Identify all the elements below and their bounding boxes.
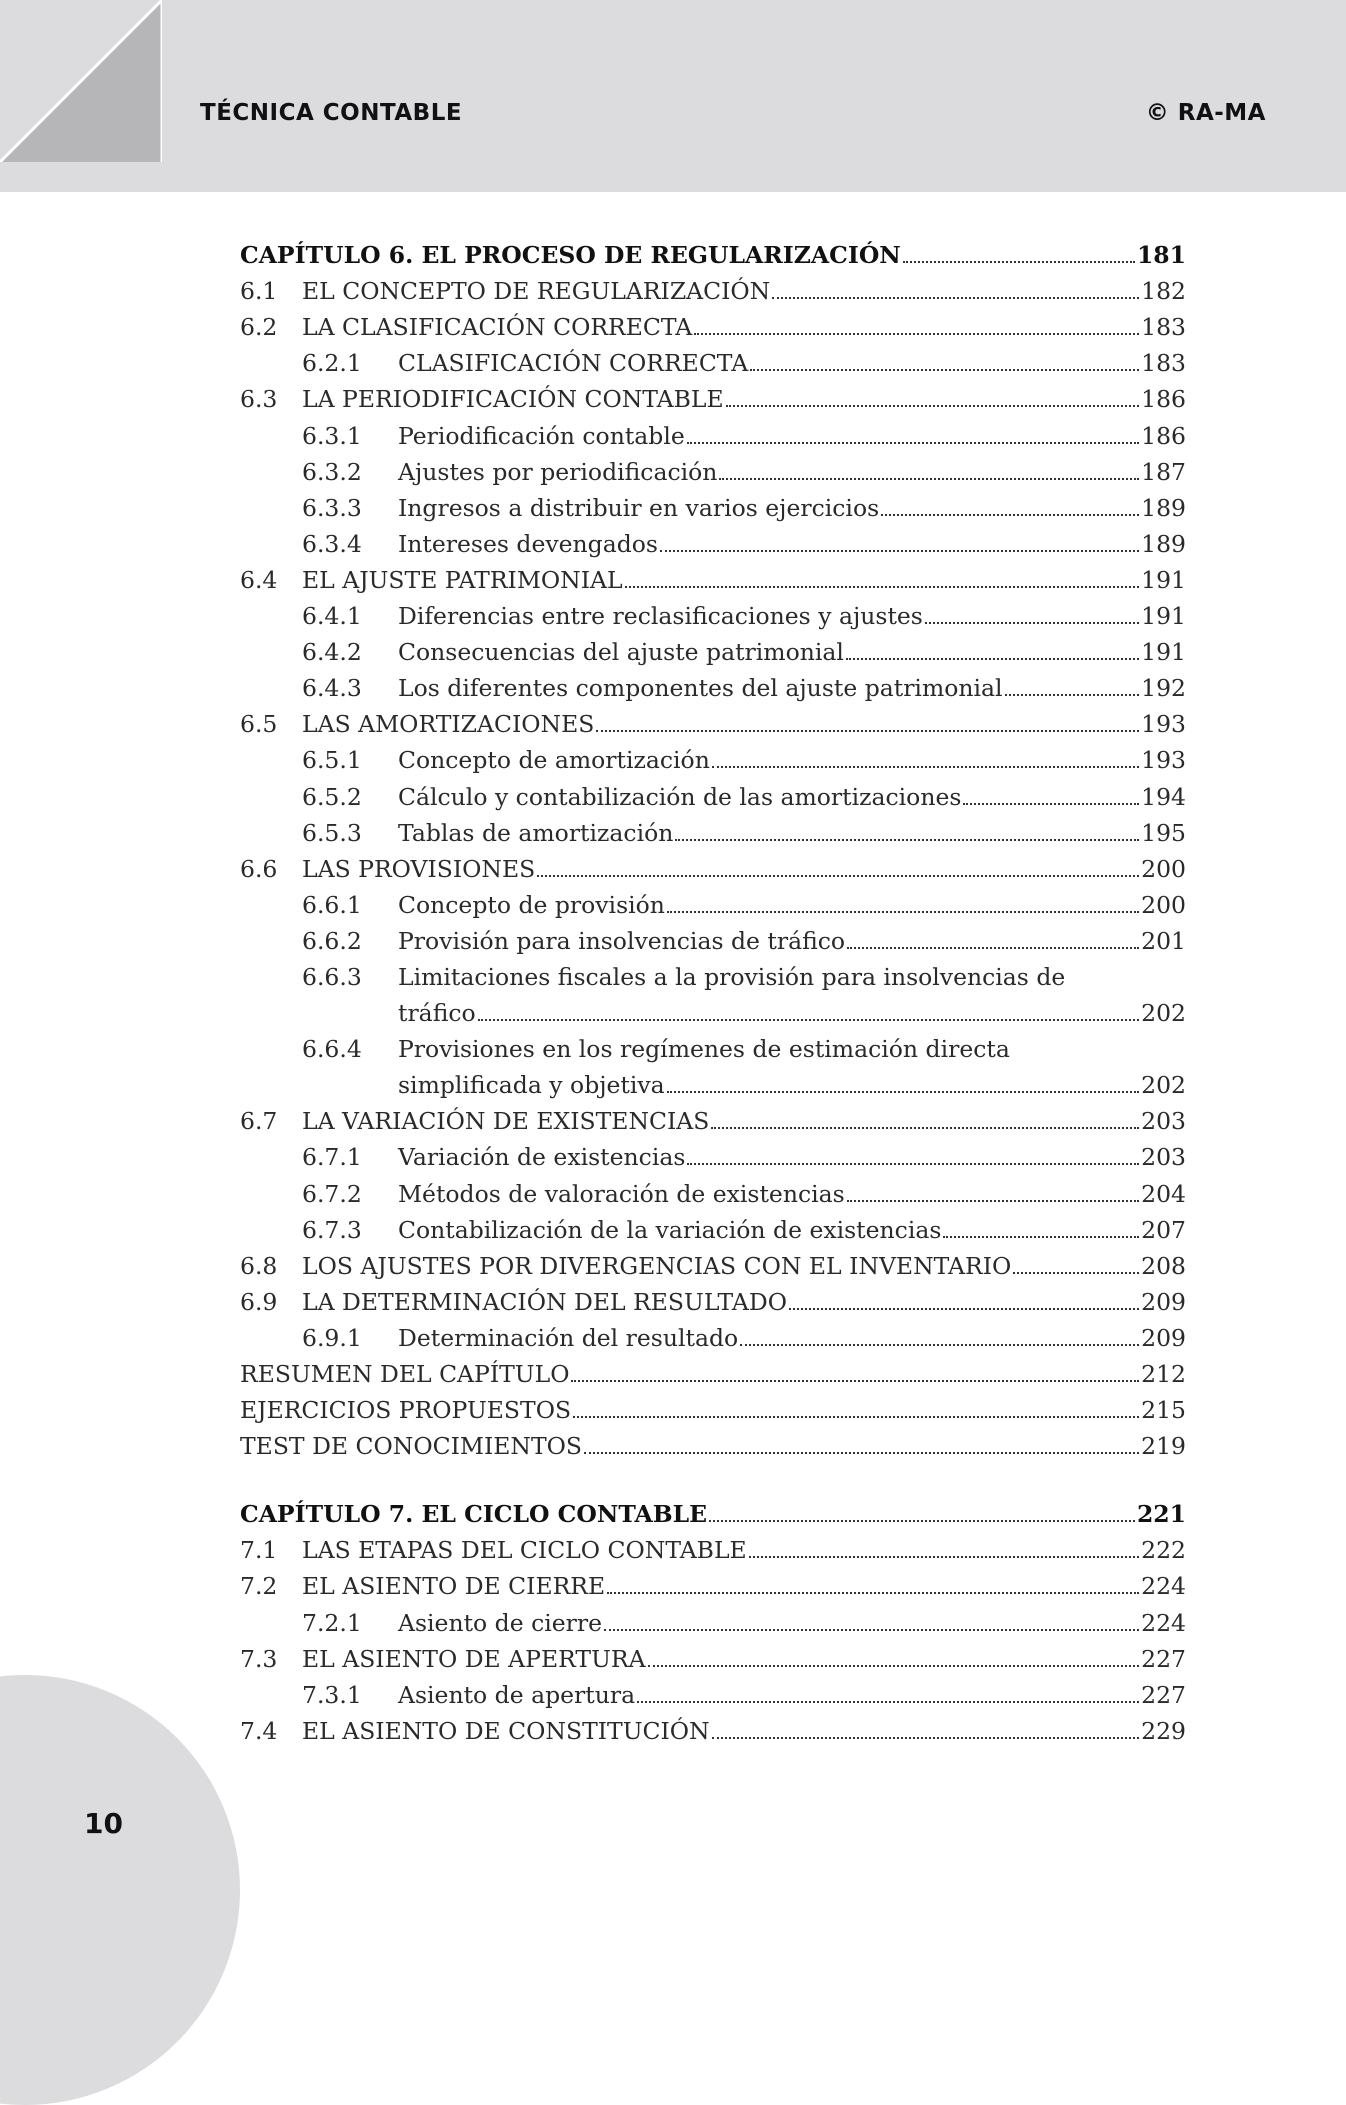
toc-entry-page: 221 [1136, 1500, 1186, 1529]
toc-entry-continuation[interactable] [240, 1063, 1186, 1099]
dot-leader [687, 1162, 1139, 1165]
chapter-title: CAPÍTULO 6. EL PROCESO DE REGULARIZACIÓN [240, 241, 901, 270]
page-number: 10 [84, 1807, 123, 1840]
toc-entry[interactable] [240, 1528, 1186, 1564]
dot-leader [740, 1343, 1139, 1346]
toc-entry-page: 209 [1141, 1323, 1186, 1352]
toc-entry-title: Limitaciones fiscales a la provisión para insolvencias de [398, 962, 1066, 991]
toc-entry-title: Determinación del resultado [398, 1323, 739, 1352]
chapter-title: CAPÍTULO 7. EL CICLO CONTABLE [240, 1500, 708, 1529]
toc-entry[interactable] [240, 1424, 1186, 1460]
dot-leader [660, 549, 1139, 552]
toc-entry-page: 224 [1141, 1572, 1186, 1601]
toc-entry[interactable] [240, 919, 1186, 955]
dot-leader [903, 260, 1135, 263]
toc-entry-number: 6.2 [240, 313, 278, 342]
toc-entry[interactable] [240, 341, 1186, 377]
toc-chapter-heading[interactable] [240, 233, 1186, 269]
corner-triangle-decoration [0, 0, 162, 162]
toc-entry-title: Ingresos a distribuir en varios ejercicios [398, 493, 880, 522]
toc-entry-number: 6.9.1 [302, 1323, 362, 1352]
dot-leader [749, 1555, 1139, 1558]
toc-entry[interactable] [240, 847, 1186, 883]
toc-entry-page: 193 [1141, 746, 1186, 775]
toc-entry[interactable] [240, 811, 1186, 847]
toc-entry-page: 219 [1141, 1432, 1186, 1461]
toc-entry-title-continuation: tráfico [398, 999, 476, 1028]
dot-leader [478, 1018, 1139, 1021]
toc-entry-number: 6.4.3 [302, 674, 362, 703]
toc-entry-page: 200 [1141, 890, 1186, 919]
dot-leader [1005, 693, 1140, 696]
toc-entry-number: 7.4 [240, 1716, 278, 1745]
toc-entry-title: LA CLASIFICACIÓN CORRECTA [302, 313, 693, 342]
toc-entry-title: Concepto de provisión [398, 890, 665, 919]
toc-entry-number: 6.3.3 [302, 493, 362, 522]
toc-entry-number: 7.3.1 [302, 1680, 362, 1709]
toc-entry-title: Provisiones en los regímenes de estimación directa [398, 1035, 1010, 1064]
toc-entry[interactable] [240, 1316, 1186, 1352]
toc-entry-page: 193 [1141, 710, 1186, 739]
toc-entry[interactable] [240, 955, 1186, 991]
toc-entry-page: 194 [1141, 782, 1186, 811]
toc-entry-page: 204 [1141, 1179, 1186, 1208]
toc-entry[interactable] [240, 522, 1186, 558]
dot-leader [1013, 1271, 1139, 1274]
toc-entry-page: 181 [1136, 241, 1186, 270]
toc-entry-page: 209 [1141, 1287, 1186, 1316]
toc-entry-number: 6.5.3 [302, 818, 362, 847]
dot-leader [719, 477, 1139, 480]
toc-entry-title: LAS AMORTIZACIONES [302, 710, 595, 739]
running-header-title: TÉCNICA CONTABLE [200, 100, 463, 126]
toc-entry-page: 203 [1141, 1107, 1186, 1136]
toc-entry-page: 229 [1141, 1716, 1186, 1745]
toc-entry[interactable] [240, 413, 1186, 449]
toc-entry-title: Tablas de amortización [398, 818, 674, 847]
toc-entry-page: 203 [1141, 1143, 1186, 1172]
toc-entry[interactable] [240, 702, 1186, 738]
toc-entry-number: 6.6.2 [302, 926, 362, 955]
toc-entry-number: 6.5 [240, 710, 278, 739]
dot-leader [712, 1736, 1140, 1739]
toc-entry-title: Periodificación contable [398, 421, 685, 450]
dot-leader [943, 1235, 1139, 1238]
toc-entry-number: 6.3.1 [302, 421, 362, 450]
toc-entry-title: Ajustes por periodificación [398, 457, 718, 486]
toc-entry-page: 189 [1141, 529, 1186, 558]
toc-entry-page: 191 [1141, 602, 1186, 631]
toc-entry-title: Asiento de apertura [398, 1680, 636, 1709]
toc-entry-number: 6.7.2 [302, 1179, 362, 1208]
toc-entry-page: 215 [1141, 1396, 1186, 1425]
toc-entry-number: 6.4.2 [302, 638, 362, 667]
toc-entry-page: 222 [1141, 1536, 1186, 1565]
toc-entry[interactable] [240, 883, 1186, 919]
toc-entry-title: Provisión para insolvencias de tráfico [398, 926, 846, 955]
toc-entry[interactable] [240, 630, 1186, 666]
dot-leader [772, 296, 1139, 299]
toc-entry-title: Contabilización de la variación de existencias [398, 1215, 942, 1244]
chapter-gap [240, 1460, 1186, 1492]
toc-entry-title: EJERCICIOS PROPUESTOS [240, 1396, 572, 1425]
dot-leader [694, 332, 1139, 335]
dot-leader [596, 729, 1139, 732]
dot-leader [573, 1415, 1139, 1418]
toc-entry-number: 6.3.4 [302, 529, 362, 558]
toc-entry-page: 186 [1141, 385, 1186, 414]
toc-entry-page: 200 [1141, 854, 1186, 883]
toc-entry-title-continuation: simplificada y objetiva [398, 1071, 665, 1100]
toc-entry[interactable] [240, 1244, 1186, 1280]
toc-entry-title: Asiento de cierre [398, 1608, 603, 1637]
toc-entry-page: 191 [1141, 565, 1186, 594]
dot-leader [637, 1700, 1139, 1703]
toc-entry-number: 6.4.1 [302, 602, 362, 631]
toc-entry-number: 6.5.1 [302, 746, 362, 775]
dot-leader [675, 838, 1139, 841]
dot-leader [847, 946, 1139, 949]
dot-leader [648, 1664, 1140, 1667]
toc-entry[interactable] [240, 1352, 1186, 1388]
toc-entry-title: Concepto de amortización [398, 746, 710, 775]
toc-entry-page: 189 [1141, 493, 1186, 522]
toc-entry-number: 6.7.1 [302, 1143, 362, 1172]
toc-entry[interactable] [240, 1637, 1186, 1673]
toc-entry[interactable] [240, 269, 1186, 305]
toc-entry-title: Variación de existencias [398, 1143, 686, 1172]
toc-entry-title: EL ASIENTO DE APERTURA [302, 1644, 646, 1673]
dot-leader [667, 910, 1139, 913]
dot-leader [537, 874, 1139, 877]
toc-entry-title: LAS ETAPAS DEL CICLO CONTABLE [302, 1536, 747, 1565]
dot-leader [584, 1451, 1139, 1454]
dot-leader [607, 1591, 1139, 1594]
toc-entry[interactable] [240, 666, 1186, 702]
toc-entry[interactable] [240, 558, 1186, 594]
toc-entry-title: Consecuencias del ajuste patrimonial [398, 638, 844, 667]
toc-entry-page: 192 [1141, 674, 1186, 703]
dot-leader [963, 802, 1139, 805]
dot-leader [709, 1519, 1135, 1522]
dot-leader [726, 404, 1139, 407]
running-header-publisher: © RA-MA [1145, 100, 1266, 126]
toc-entry-title: CLASIFICACIÓN CORRECTA [398, 349, 749, 378]
toc-entry-title: LAS PROVISIONES [302, 854, 536, 883]
toc-entry[interactable] [240, 486, 1186, 522]
toc-entry[interactable] [240, 738, 1186, 774]
toc-chapter-heading[interactable] [240, 1492, 1186, 1528]
toc-entry-title: LA PERIODIFICACIÓN CONTABLE [302, 385, 724, 414]
toc-entry-title: EL AJUSTE PATRIMONIAL [302, 565, 623, 594]
dot-leader [925, 621, 1139, 624]
toc-entry[interactable] [240, 1600, 1186, 1636]
toc-entry-page: 212 [1141, 1360, 1186, 1388]
toc-entry[interactable] [240, 1027, 1186, 1063]
toc-entry-page: 191 [1141, 638, 1186, 667]
toc-entry-title: LOS AJUSTES POR DIVERGENCIAS CON EL INVENTARIO [302, 1251, 1012, 1280]
toc-entry-title: EL ASIENTO DE CIERRE [302, 1572, 606, 1601]
toc-entry-title: Cálculo y contabilización de las amortizaciones [398, 782, 962, 811]
toc-entry-page: 202 [1141, 999, 1186, 1028]
toc-entry[interactable] [240, 305, 1186, 341]
toc-entry-number: 6.4 [240, 565, 278, 594]
toc-entry[interactable] [240, 774, 1186, 810]
dot-leader [789, 1307, 1139, 1310]
toc-entry-number: 6.2.1 [302, 349, 362, 378]
toc-entry[interactable] [240, 1135, 1186, 1171]
toc-entry[interactable] [240, 377, 1186, 413]
toc-entry[interactable] [240, 1171, 1186, 1207]
dot-leader [712, 765, 1139, 768]
toc-entry-page: 224 [1141, 1608, 1186, 1637]
dot-leader [847, 1199, 1139, 1202]
toc-entry-number: 6.7 [240, 1107, 278, 1136]
toc-entry-page: 187 [1141, 457, 1186, 486]
toc-entry-page: 183 [1141, 313, 1186, 342]
toc-entry-number: 7.3 [240, 1644, 278, 1673]
toc-entry-page: 207 [1141, 1215, 1186, 1244]
toc-entry[interactable] [240, 1208, 1186, 1244]
page-number-circle [0, 1675, 240, 2105]
toc-entry-number: 6.6.1 [302, 890, 362, 919]
toc-entry-title: Los diferentes componentes del ajuste patrimonial [398, 674, 1003, 703]
toc-entry-page: 227 [1141, 1644, 1186, 1673]
toc-entry-page: 186 [1141, 421, 1186, 450]
toc-entry[interactable] [240, 1673, 1186, 1709]
dot-leader [750, 368, 1139, 371]
toc-entry-number: 6.6.4 [302, 1035, 362, 1064]
toc-entry-number: 6.6 [240, 854, 278, 883]
toc-entry-number: 6.7.3 [302, 1215, 362, 1244]
toc-entry-number: 7.2 [240, 1572, 278, 1601]
toc-entry-number: 7.1 [240, 1536, 278, 1565]
toc-entry-number: 6.9 [240, 1287, 278, 1316]
toc-entry-continuation[interactable] [240, 991, 1186, 1027]
toc-entry-number: 7.2.1 [302, 1608, 362, 1637]
toc-entry-title: TEST DE CONOCIMIENTOS [240, 1432, 582, 1461]
toc-entry-title: EL ASIENTO DE CONSTITUCIÓN [302, 1716, 710, 1745]
toc-entry[interactable] [240, 1280, 1186, 1316]
dot-leader [667, 1090, 1139, 1093]
toc-entry-page: 195 [1141, 818, 1186, 847]
toc-entry-title: LA DETERMINACIÓN DEL RESULTADO [302, 1287, 787, 1316]
toc-entry-page: 202 [1141, 1071, 1186, 1100]
toc-entry-title: LA VARIACIÓN DE EXISTENCIAS [302, 1107, 710, 1136]
toc-entry[interactable] [240, 1388, 1186, 1424]
toc-entry-title: RESUMEN DEL CAPÍTULO [240, 1360, 570, 1388]
table-of-contents [240, 233, 1186, 1745]
toc-entry-title: Intereses devengados [398, 529, 658, 558]
toc-entry[interactable] [240, 1099, 1186, 1135]
toc-entry[interactable] [240, 1564, 1186, 1600]
toc-entry[interactable] [240, 594, 1186, 630]
toc-entry-title: Métodos de valoración de existencias [398, 1179, 845, 1208]
toc-entry-number: 6.5.2 [302, 782, 362, 811]
toc-entry-number: 6.6.3 [302, 962, 362, 991]
dot-leader [625, 585, 1140, 588]
toc-entry-page: 182 [1141, 277, 1186, 306]
dot-leader [881, 513, 1139, 516]
dot-leader [711, 1126, 1139, 1129]
toc-entry-page: 183 [1141, 349, 1186, 378]
toc-entry-number: 6.3 [240, 385, 278, 414]
toc-entry-number: 6.3.2 [302, 457, 362, 486]
dot-leader [687, 441, 1139, 444]
toc-entry-title: Diferencias entre reclasificaciones y ajustes [398, 602, 923, 631]
header-band [0, 0, 1346, 192]
toc-entry-page: 227 [1141, 1680, 1186, 1709]
dot-leader [604, 1628, 1139, 1631]
dot-leader [571, 1379, 1139, 1382]
toc-entry[interactable] [240, 450, 1186, 486]
toc-entry[interactable] [240, 1709, 1186, 1745]
toc-entry-number: 6.8 [240, 1251, 278, 1280]
toc-entry-title: EL CONCEPTO DE REGULARIZACIÓN [302, 277, 771, 306]
dot-leader [846, 657, 1139, 660]
toc-entry-page: 201 [1141, 926, 1186, 955]
toc-entry-number: 6.1 [240, 277, 278, 306]
toc-entry-page: 208 [1141, 1251, 1186, 1280]
